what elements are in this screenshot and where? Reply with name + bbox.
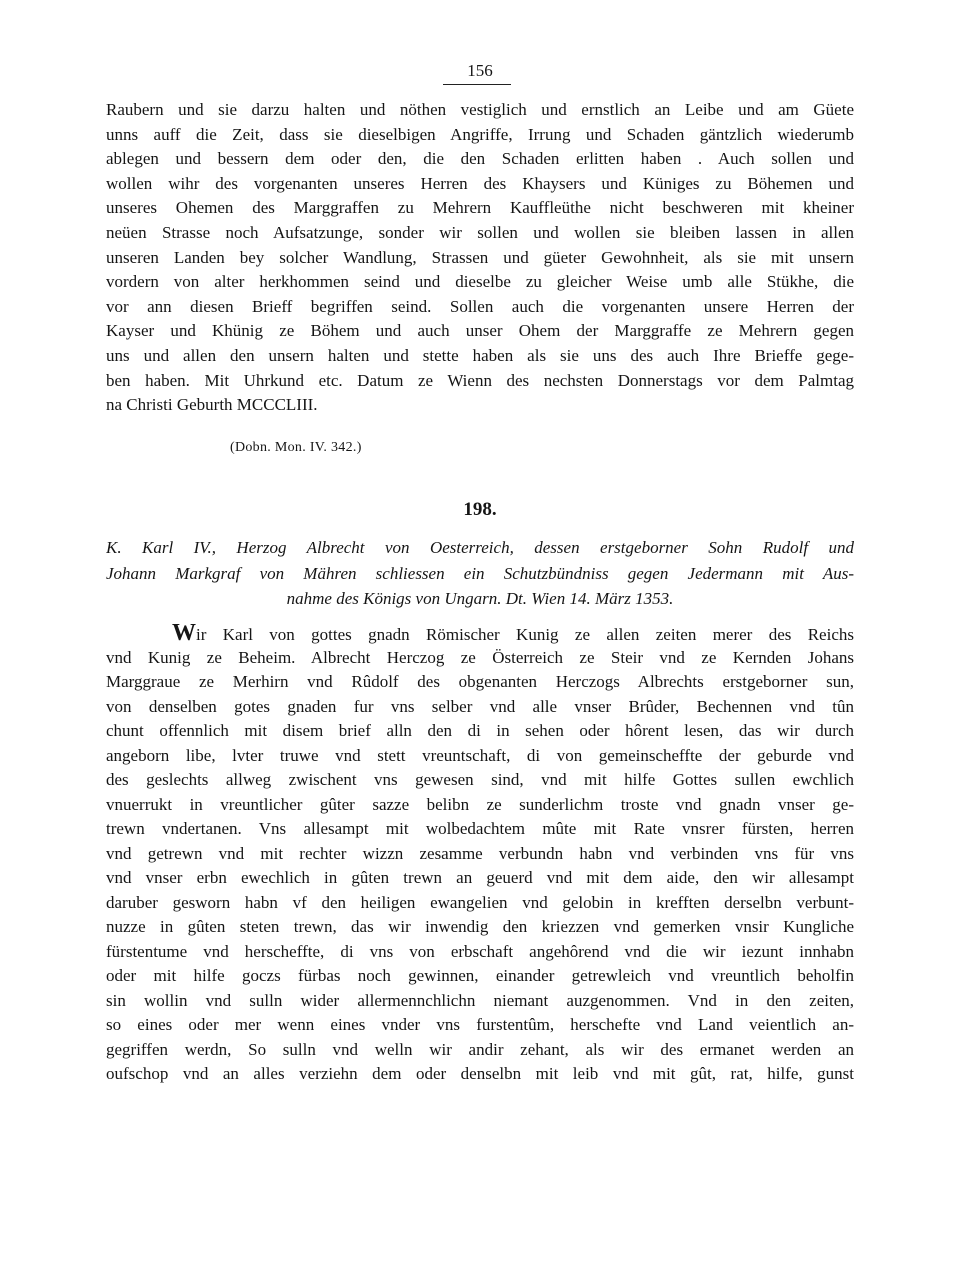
body-line: angeborn libe, lvter truwe vnd stett vreuntschaft, di von gemeinscheffte der geburde vnd xyxy=(106,745,854,765)
text-line: unseren Landen bey solcher Wandlung, Strassen und güeter Gewohnheit, als sie mit unsern xyxy=(106,247,854,267)
top-paragraph xyxy=(106,98,854,418)
text-line: wollen wihr des vorgenanten unseres Herren des Khaysers und Küniges zu Böhemen und xyxy=(106,173,854,193)
summary-line: K. Karl IV., Herzog Albrecht von Oesterreich, dessen erstgeborner Sohn Rudolf und xyxy=(106,538,854,557)
body-line: fürstentume vnd herscheffte, di vns von erbschaft angehôrend vnd die wir iezunt innhabn xyxy=(106,941,854,961)
text-line: Kayser und Khünig ze Böhem und auch unser Ohem der Marggraffe ze Mehrern gegen xyxy=(106,321,854,341)
body-line: daruber gesworn habn vf den heiligen ewangelien vnd gelobin in krefften derselbn verbunt- xyxy=(106,892,854,912)
text-line: na Christi Geburth MCCCLIII. xyxy=(106,395,318,415)
first-line-text: ir Karl von gottes gnadn Römischer Kunig ze allen zeiten merer des Reichs xyxy=(196,625,854,644)
document-number: 198. xyxy=(463,499,497,520)
body-line: vnd vnser erbn ewechlich in gûten trewn an geuerd vnd mit dem aide, den wir allesampt xyxy=(106,868,854,887)
body-first-line xyxy=(106,621,854,646)
body-line: vnuerrukt in vreuntlicher gûter sazze belibn ze sunderlichm troste vnd gnadn vnser ge- xyxy=(106,794,854,814)
body-line: oufschop vnd an alles verziehn dem oder denselbn mit leib vnd mit gût, rat, hilfe, gunst xyxy=(106,1064,854,1083)
text-line: Raubern und sie darzu halten und nöthen vestiglich und ernstlich an Leibe und am Güete xyxy=(106,100,854,119)
text-line: vordern von alter herkhommen seind und dieselbe zu gleicher Weise umb alle Stükhe, die xyxy=(106,272,854,292)
body-line: so eines oder mer wenn eines vnder vns furstentûm, herschefte vnd Land veientlich an- xyxy=(106,1015,854,1034)
source-citation: (Dobn. Mon. IV. 342.) xyxy=(230,440,362,455)
document-body xyxy=(106,621,854,1087)
body-line: des geslechts allweg zwischent vns gewesen sind, vnd mit hilfe Gottes sullen ewchlich xyxy=(106,770,854,789)
text-line: vor ann diesen Brieff begriffen seind. Sollen auch die vorgenanten unsere Herren der xyxy=(106,296,854,316)
text-line: ablegen und bessern dem oder den, die den Schaden erlitten haben . Auch sollen und xyxy=(106,149,854,169)
text-line: ben haben. Mit Uhrkund etc. Datum ze Wienn des nechsten Donnerstags vor dem Palmtag xyxy=(106,370,854,390)
body-line: nuzze in gûten steten trewn, das wir inwendig den kriezzen vnd gemerken vnsir Kungliche xyxy=(106,917,854,936)
body-line: Marggraue ze Merhirn vnd Rûdolf des obgenanten Herczogs Albrechts erstgeborner sun, xyxy=(106,672,854,691)
text-line: neüen Strasse noch Aufsatzunge, sonder wir sollen und wollen sie bleiben lassen in allen xyxy=(106,222,854,242)
body-line: sin wollin vnd sulln wider allermennchlichn niemant auzgenommen. Vnd in den zeiten, xyxy=(106,990,854,1010)
body-line: vnd getrewn vnd mit rechter wizzn zesamme verbundn habn vnd verbinden vns für vns xyxy=(106,843,854,863)
initial-letter: W xyxy=(172,621,196,646)
body-line: von denselben gotes gnaden fur vns selber vnd alle vnser Brûder, Bechennen vnd tûn xyxy=(106,696,854,716)
body-line: gegriffen werdn, So sulln vnd welln wir andir zehant, als wir des ermanet werden an xyxy=(106,1039,854,1059)
body-line: trewn vndertanen. Vns allesampt mit wolbedachtem mûte mit Rate vnsrer fürsten, herren xyxy=(106,819,854,838)
summary-line: Johann Markgraf von Mähren schliessen ein Schutzbündniss gegen Jedermann mit Aus- xyxy=(106,563,854,583)
page-number-rule xyxy=(443,84,511,85)
body-line: oder mit hilfe goczs fürbas noch gewinnen, einander getrewleich vnd vreuntlich beholfin xyxy=(106,966,854,985)
document-summary xyxy=(106,535,854,612)
text-line: unns auff die Zeit, dass sie dieselbigen Angriffe, Irrung und Schaden gäntzlich wiederumb xyxy=(106,124,854,144)
page-number: 156 xyxy=(467,61,493,80)
text-line: uns und allen den unsern halten und stette haben als sie uns des auch Ihre Brieffe gege- xyxy=(106,345,854,365)
summary-line: nahme des Königs von Ungarn. Dt. Wien 14. März 1353. xyxy=(286,589,674,608)
text-line: unseres Ohemen des Marggraffen zu Mehrern Kauffleüthe nicht beschweren mit kheiner xyxy=(106,198,854,218)
body-line: chunt offennlich mit disem brief alln den di in sehen oder hôrent lesen, das wir durch xyxy=(106,721,854,740)
body-line: vnd Kunig ze Beheim. Albrecht Herczog ze Österreich ze Steir vnd ze Kernden Johans xyxy=(106,647,854,667)
